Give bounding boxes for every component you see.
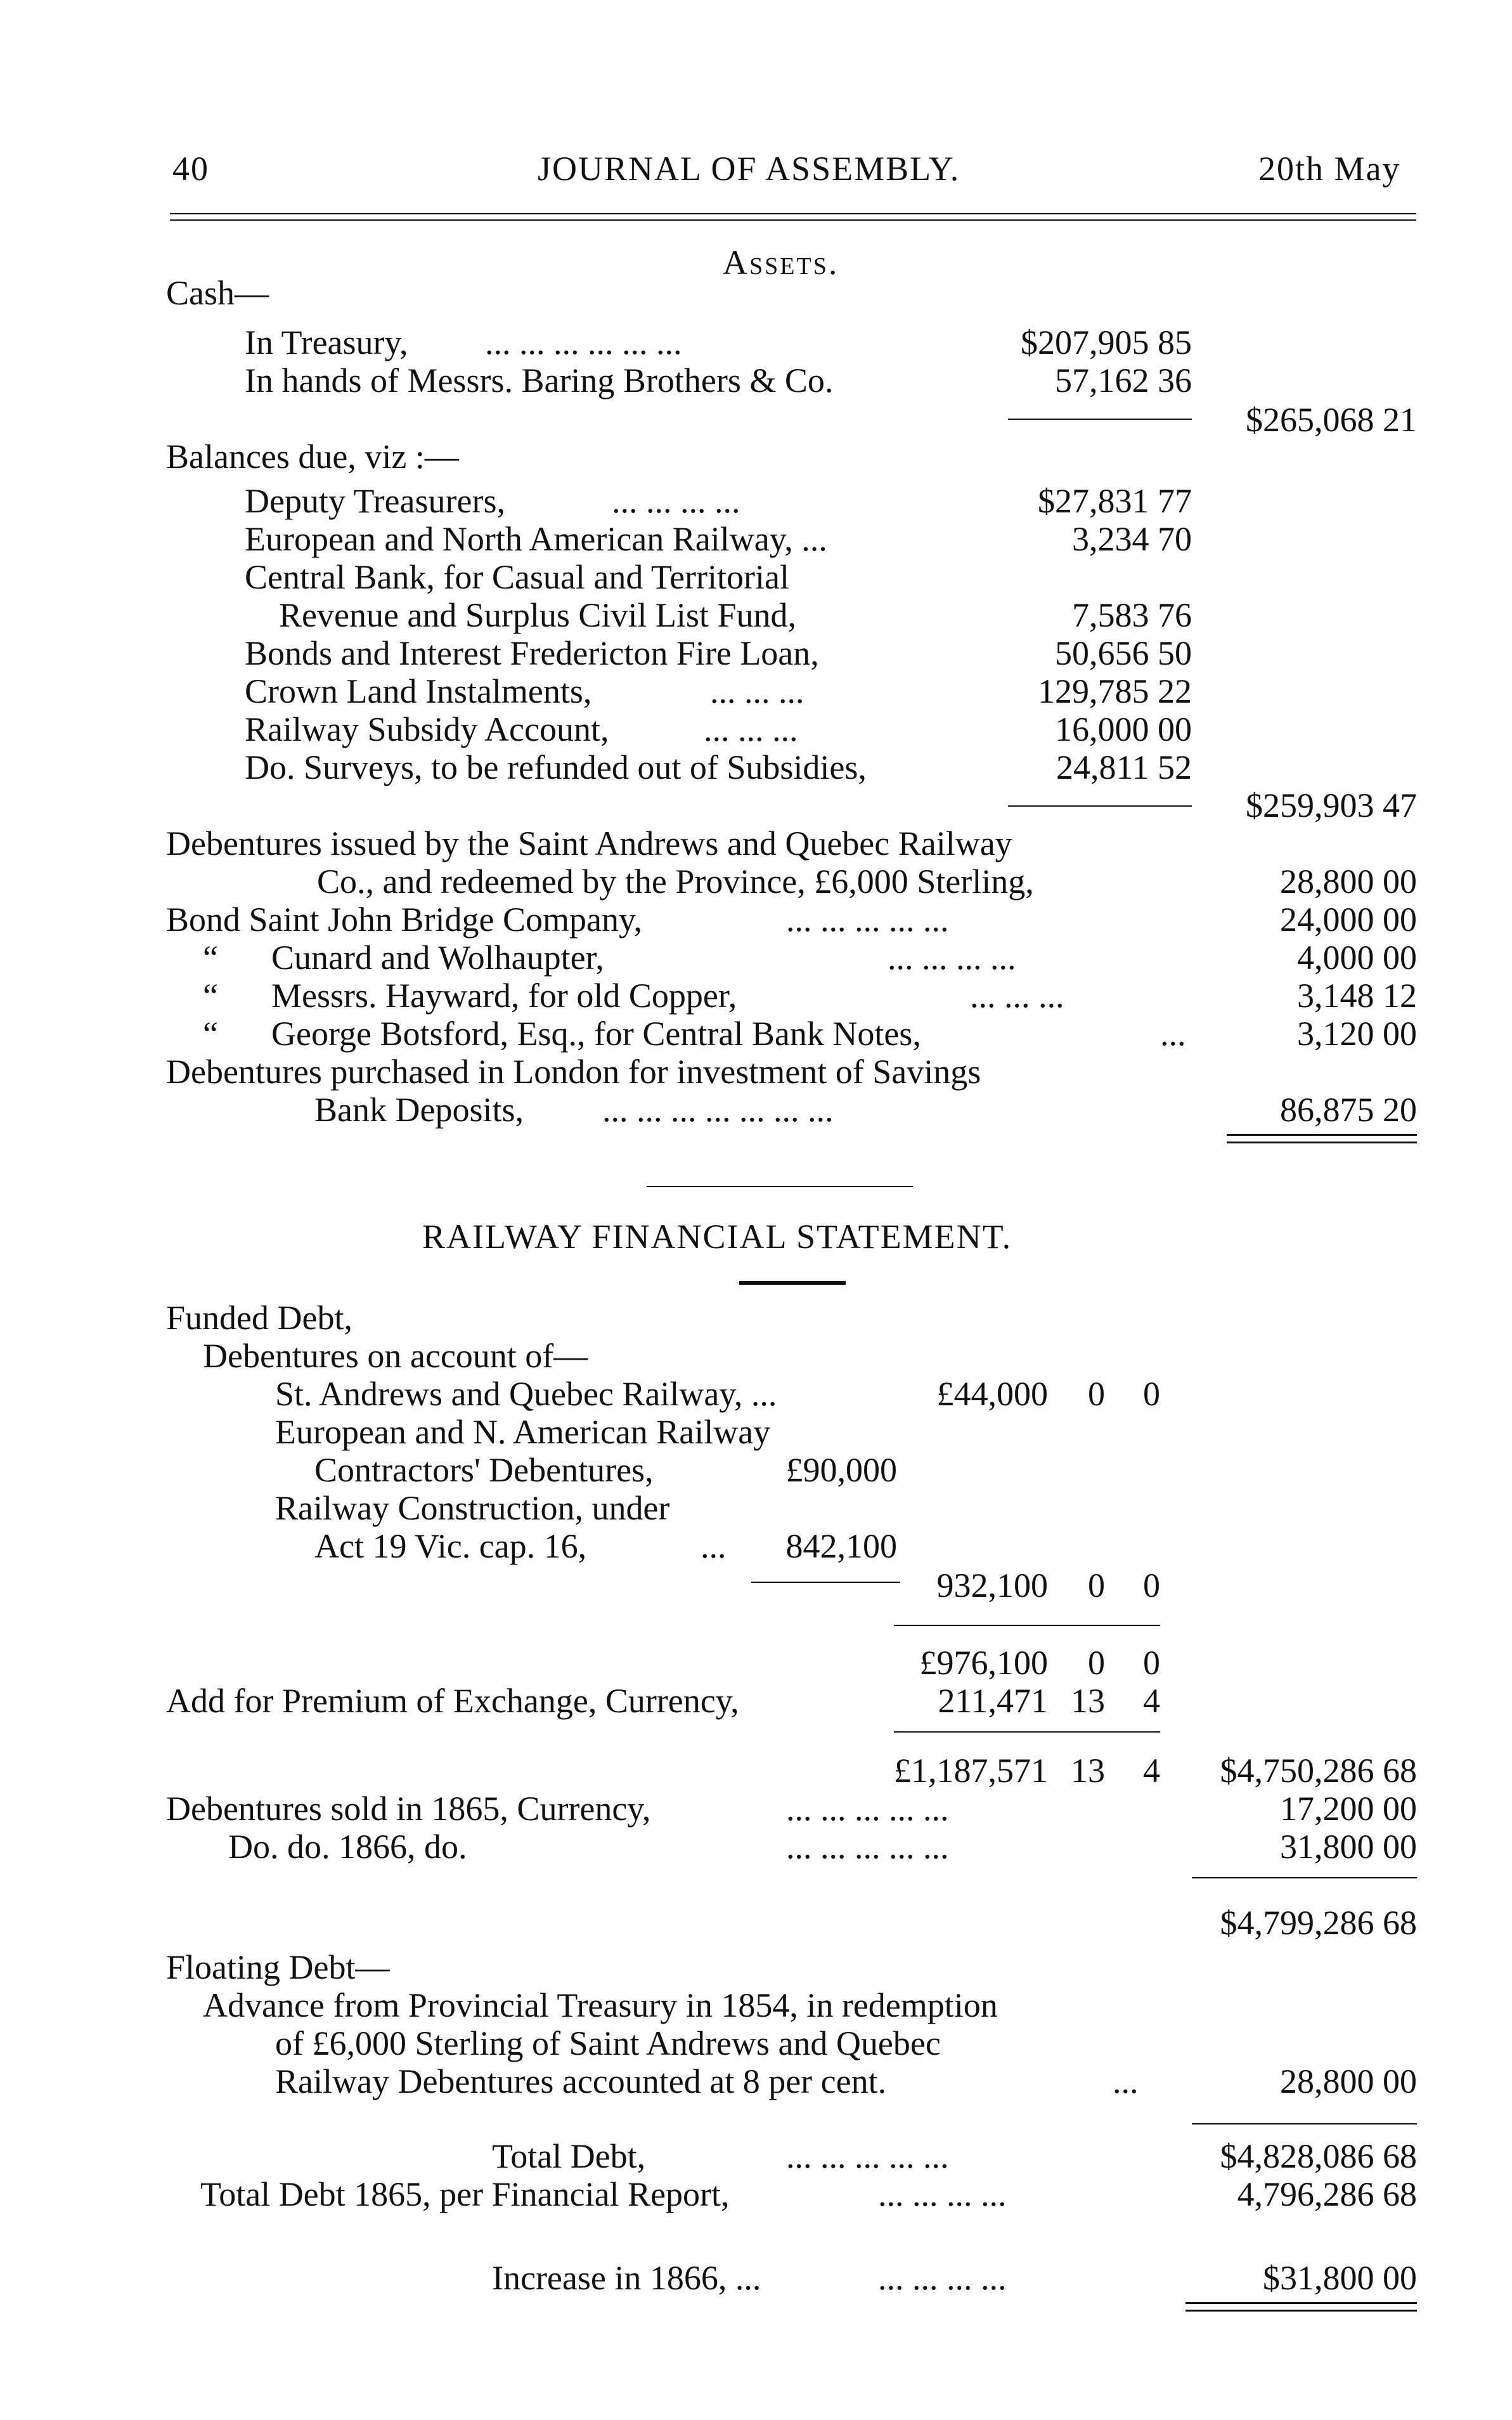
ditto-mark: “	[203, 1015, 218, 1053]
premium-pounds: 211,471	[938, 1682, 1048, 1720]
page-number: 40	[172, 150, 209, 188]
leader-dots: ... ... ...	[970, 977, 1064, 1015]
debentures-line-1: Debentures issued by the Saint Andrews and Quebec Railway	[166, 824, 1012, 862]
sold-1865-amount: 17,200 00	[1280, 1790, 1417, 1828]
cash-total: $265,068 21	[1246, 401, 1417, 439]
central-bank-amount: 7,583 76	[1072, 596, 1192, 634]
grand-pence: 4	[1143, 1752, 1160, 1790]
premium-label: Add for Premium of Exchange, Currency,	[166, 1682, 739, 1720]
leader-dots: ... ... ... ...	[878, 2259, 1007, 2297]
balances-subtotal-rule	[1008, 805, 1192, 807]
advance-amount: 28,800 00	[1280, 2062, 1417, 2100]
leader-dots: ... ... ...	[704, 710, 798, 748]
grand-shillings: 13	[1071, 1752, 1105, 1790]
deputy-label: Deputy Treasurers,	[245, 482, 505, 520]
construction-line-1: Railway Construction, under	[275, 1489, 670, 1527]
section-divider	[647, 1186, 913, 1187]
leader-dots: ... ... ...	[710, 672, 804, 710]
advance-line-3: Railway Debentures accounted at 8 per cent.	[275, 2062, 887, 2100]
sum-rule	[894, 1625, 1160, 1626]
railway-subsidy-amount: 16,000 00	[1055, 710, 1192, 748]
total-1865-label: Total Debt 1865, per Financial Report,	[200, 2175, 730, 2213]
cunard-amount: 4,000 00	[1297, 939, 1417, 977]
grand-pounds: £1,187,571	[894, 1752, 1048, 1790]
construction-line-2: Act 19 Vic. cap. 16,	[314, 1527, 587, 1565]
sold-1866-amount: 31,800 00	[1280, 1828, 1417, 1866]
debentures-amount: 28,800 00	[1280, 862, 1417, 901]
grand-dollars: $4,750,286 68	[1220, 1752, 1417, 1790]
euro-line-2: Contractors' Debentures,	[314, 1451, 654, 1489]
sold-1866-label: Do. do. 1866, do.	[228, 1828, 467, 1866]
bond-sj-amount: 24,000 00	[1280, 901, 1417, 939]
leader-dots: ...	[701, 1527, 727, 1565]
leader-dots: ... ... ... ... ...	[786, 1790, 949, 1828]
sum-pounds: £976,100	[919, 1644, 1048, 1682]
deputy-amount: $27,831 77	[1038, 482, 1192, 520]
leader-dots: ... ... ... ...	[878, 2175, 1007, 2213]
sold-1865-label: Debentures sold in 1865, Currency,	[166, 1790, 651, 1828]
sum-shillings: 0	[1088, 1644, 1105, 1682]
grand-rule	[894, 1731, 1160, 1733]
london-amount: 86,875 20	[1280, 1091, 1417, 1129]
railway-heading-rule	[739, 1281, 846, 1285]
increase-double-rule-bottom	[1186, 2310, 1417, 2312]
premium-pence: 4	[1143, 1682, 1160, 1720]
bond-sj-label: Bond Saint John Bridge Company,	[166, 901, 642, 939]
total-1865-amount: 4,796,286 68	[1237, 2175, 1417, 2213]
sum-pence: 0	[1143, 1644, 1160, 1682]
leader-dots: ... ... ... ... ...	[786, 901, 949, 939]
total-debt-label: Total Debt,	[492, 2137, 646, 2175]
railway-heading: RAILWAY FINANCIAL STATEMENT.	[422, 1218, 1012, 1256]
leader-dots: ... ... ... ... ... ... ...	[602, 1091, 834, 1129]
balances-total: $259,903 47	[1246, 786, 1417, 824]
funded-subtotal-pence: 0	[1143, 1566, 1160, 1604]
header-rule-top	[170, 213, 1416, 214]
funded-subtotal-pounds: 932,100	[936, 1566, 1048, 1604]
crown-land-label: Crown Land Instalments,	[245, 672, 592, 710]
assets-double-rule-bottom	[1227, 1142, 1417, 1143]
hayward-label: Messrs. Hayward, for old Copper,	[271, 977, 737, 1015]
premium-shillings: 13	[1071, 1682, 1105, 1720]
ditto-mark: “	[203, 977, 218, 1015]
increase-label: Increase in 1866, ...	[492, 2259, 761, 2297]
crown-land-amount: 129,785 22	[1038, 672, 1192, 710]
surveys-amount: 24,811 52	[1056, 748, 1192, 786]
cash-subtotal-rule	[1008, 419, 1192, 420]
assets-heading: Assets.	[723, 244, 839, 282]
leader-dots: ...	[1113, 2062, 1139, 2100]
central-bank-line-1: Central Bank, for Casual and Territorial	[245, 558, 789, 596]
running-date: 20th May	[1258, 150, 1401, 188]
construction-amount: 842,100	[785, 1527, 897, 1565]
floating-debt-label: Floating Debt—	[166, 1948, 390, 1986]
central-bank-line-2: Revenue and Surplus Civil List Fund,	[279, 596, 796, 634]
increase-amount: $31,800 00	[1263, 2259, 1417, 2297]
baring-amount: 57,162 36	[1055, 361, 1192, 400]
leader-dots: ... ... ... ... ... ...	[485, 323, 682, 361]
surveys-label: Do. Surveys, to be refunded out of Subsidies,	[245, 748, 867, 786]
leader-dots: ... ... ... ...	[888, 939, 1016, 977]
funded-total-rule	[1192, 1877, 1417, 1878]
total-debt-amount: $4,828,086 68	[1220, 2137, 1417, 2175]
leader-dots: ... ... ... ... ...	[786, 1828, 949, 1866]
hayward-amount: 3,148 12	[1297, 977, 1417, 1015]
botsford-amount: 3,120 00	[1297, 1015, 1417, 1053]
euro-line-1: European and N. American Railway	[275, 1413, 771, 1451]
st-andrews-label: St. Andrews and Quebec Railway, ...	[275, 1375, 777, 1413]
advance-line-1: Advance from Provincial Treasury in 1854, in redemption	[203, 1986, 998, 2024]
funded-subtotal-shillings: 0	[1088, 1566, 1105, 1604]
st-andrews-pence: 0	[1143, 1375, 1160, 1413]
in-treasury-label: In Treasury,	[245, 323, 408, 361]
leader-dots: ...	[1160, 1015, 1186, 1053]
cunard-label: Cunard and Wolhaupter,	[271, 939, 604, 977]
balances-label: Balances due, viz :—	[166, 438, 459, 476]
bonds-label: Bonds and Interest Fredericton Fire Loan,	[245, 634, 819, 672]
funded-total: $4,799,286 68	[1220, 1904, 1417, 1942]
baring-label: In hands of Messrs. Baring Brothers & Co.	[245, 361, 834, 400]
euro-amount: £90,000	[785, 1451, 897, 1489]
assets-double-rule-top	[1227, 1134, 1417, 1136]
st-andrews-pounds: £44,000	[936, 1375, 1048, 1413]
funded-subtotal-rule	[751, 1582, 900, 1583]
cash-label: Cash—	[166, 274, 269, 312]
london-line-1: Debentures purchased in London for investment of Savings	[166, 1053, 981, 1091]
advance-line-2: of £6,000 Sterling of Saint Andrews and Quebec	[275, 2024, 941, 2062]
botsford-label: George Botsford, Esq., for Central Bank Notes,	[271, 1015, 921, 1053]
leader-dots: ... ... ... ... ...	[786, 2137, 949, 2175]
london-line-2: Bank Deposits,	[314, 1091, 524, 1129]
ditto-mark: “	[203, 939, 218, 977]
total-debt-rule	[1192, 2123, 1417, 2124]
debentures-line-2: Co., and redeemed by the Province, £6,000 Sterling,	[317, 862, 1034, 901]
railway-subsidy-label: Railway Subsidy Account,	[245, 710, 609, 748]
european-label: European and North American Railway, ...	[245, 520, 827, 558]
st-andrews-shillings: 0	[1088, 1375, 1105, 1413]
in-treasury-amount: $207,905 85	[1021, 323, 1192, 361]
european-amount: 3,234 70	[1072, 520, 1192, 558]
leader-dots: ... ... ... ...	[612, 482, 740, 520]
debentures-on-account-label: Debentures on account of—	[203, 1337, 588, 1375]
increase-double-rule-top	[1186, 2302, 1417, 2304]
bonds-amount: 50,656 50	[1055, 634, 1192, 672]
funded-debt-label: Funded Debt,	[166, 1299, 352, 1337]
header-rule-bottom	[170, 219, 1416, 221]
running-title: JOURNAL OF ASSEMBLY.	[538, 150, 960, 188]
